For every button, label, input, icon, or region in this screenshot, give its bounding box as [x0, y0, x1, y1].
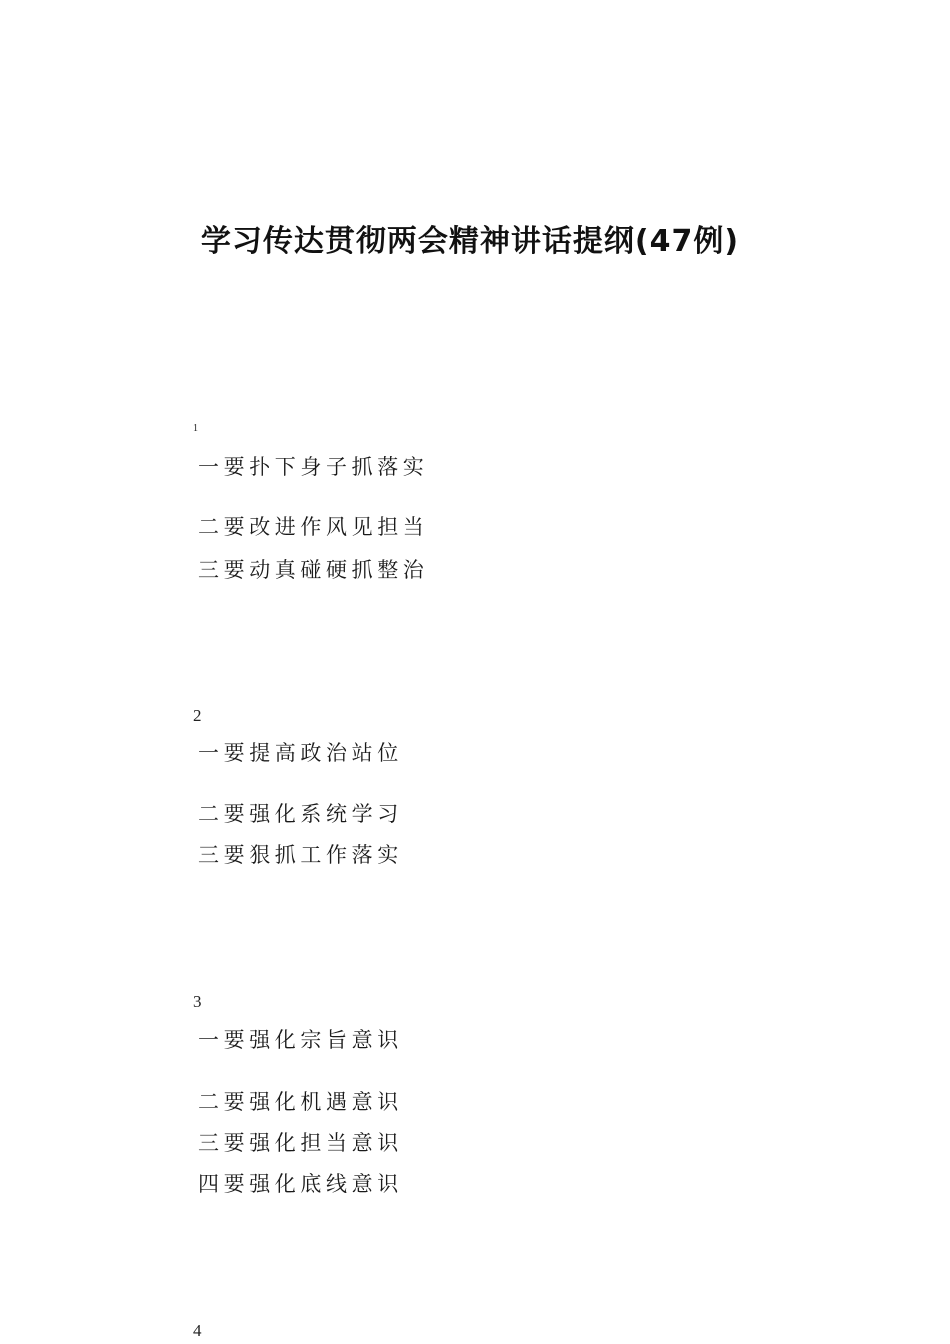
section-number: 3: [193, 992, 202, 1011]
outline-item: 一要提高政治站位: [198, 741, 403, 765]
outline-item: 二要强化机遇意识: [198, 1090, 403, 1114]
section-number: 4: [193, 1321, 202, 1340]
document-title: 学习传达贯彻两会精神讲话提纲(47例): [200, 224, 740, 259]
outline-item: 四要强化底线意识: [198, 1172, 403, 1196]
section-number: 1: [193, 423, 198, 434]
section-number: 2: [193, 706, 202, 725]
outline-item: 三要动真碰硬抓整治: [198, 558, 429, 582]
outline-item: 一要扑下身子抓落实: [198, 455, 429, 479]
outline-item: 二要强化系统学习: [198, 802, 403, 826]
outline-item: 三要狠抓工作落实: [198, 843, 403, 867]
outline-item: 一要强化宗旨意识: [198, 1028, 403, 1052]
outline-item: 三要强化担当意识: [198, 1131, 403, 1155]
outline-item: 二要改进作风见担当: [198, 515, 429, 539]
